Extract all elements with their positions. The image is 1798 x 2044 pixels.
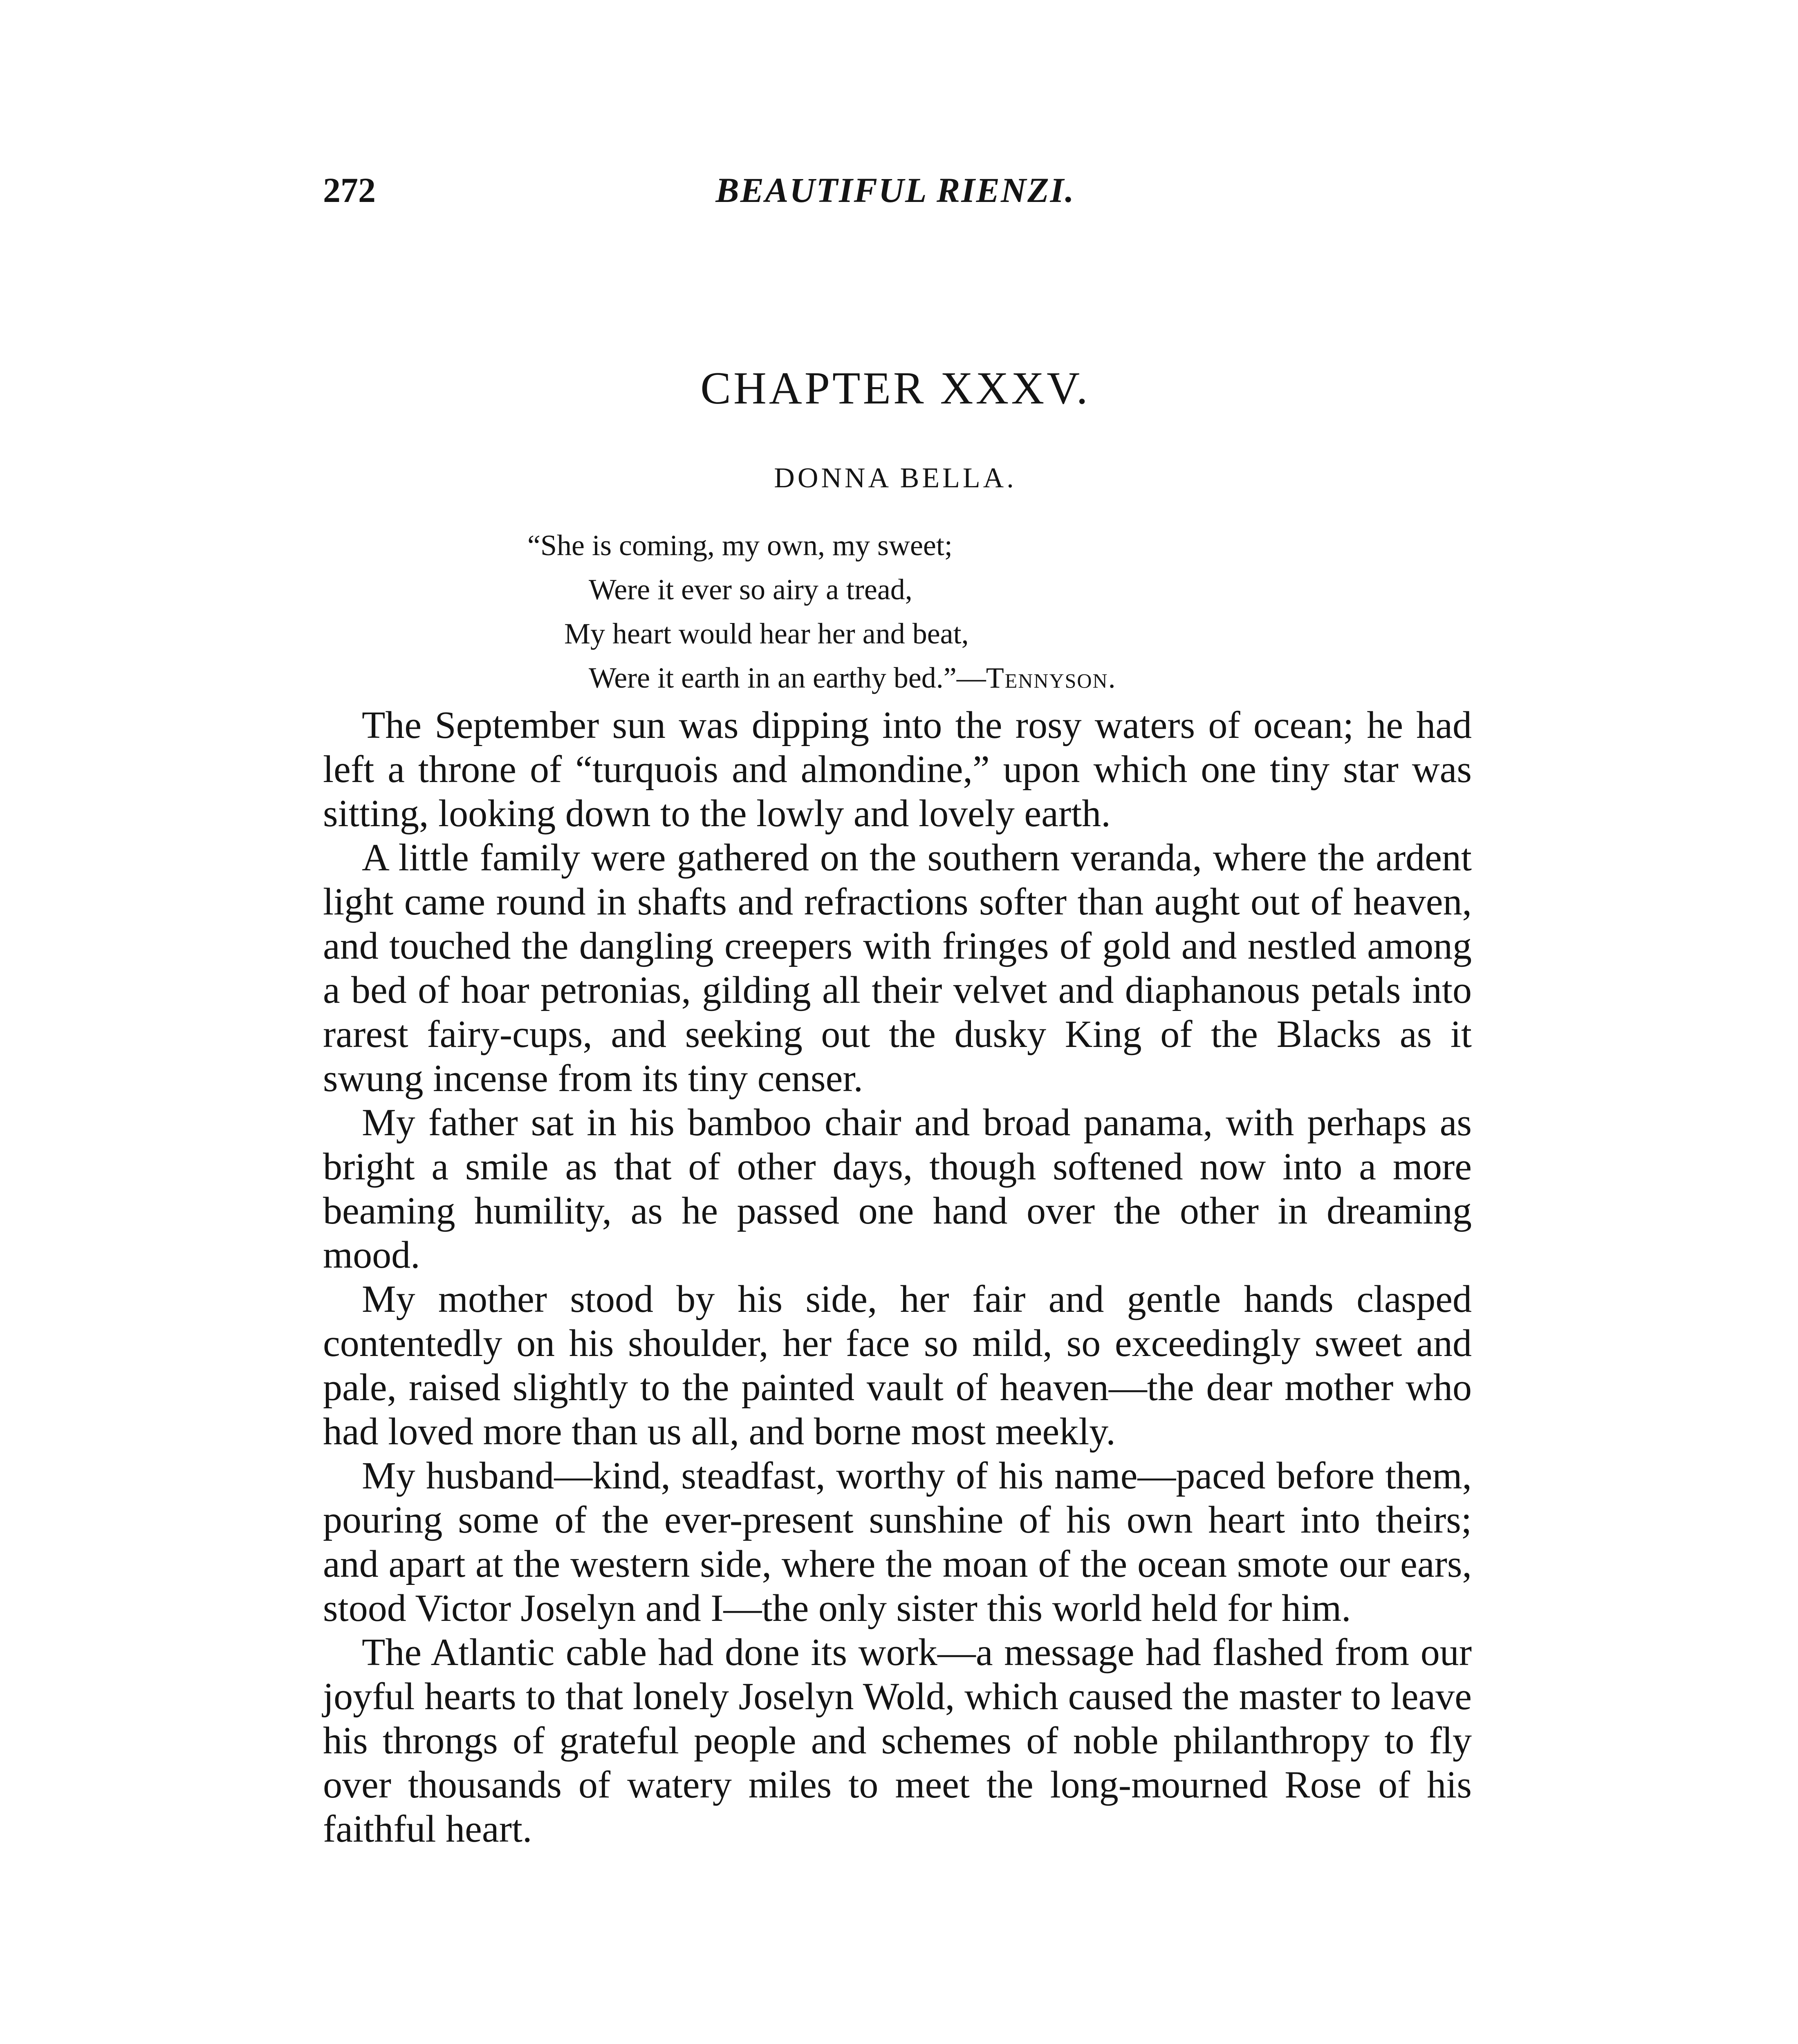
running-head [323, 168, 1468, 213]
page-number: 272 [323, 170, 376, 210]
paragraph: A little family were gathered on the southern veranda, where the ardent light came round in shafts and refractions softer than aught out of heaven, and touched the dangling creepers with fringes of gold and nestled among a bed of hoar petronias, gilding all their velvet and diaphanous petals into rarest fairy-cups, and seeking out the dusky King of the Blacks as it swung incense from its tiny censer. [323, 836, 1472, 1100]
chapter-subtitle: DONNA BELLA. [774, 462, 1017, 494]
epigraph-line: My heart would hear her and beat, [564, 617, 969, 650]
epigraph-line: “She is coming, my own, my sweet; [527, 529, 953, 562]
epigraph-line-text: Were it earth in an earthy bed.”— [589, 661, 986, 694]
paragraph: My mother stood by his side, her fair and gentle hands clasped contentedly on his shoulder, her face so mild, so exceedingly sweet and pale, raised slightly to the painted vault of heaven—the dear mother who had loved more than us all, and borne most meekly. [323, 1278, 1472, 1453]
chapter-body [323, 703, 1472, 1851]
epigraph-line: Were it ever so airy a tread, [589, 573, 912, 606]
running-title: BEAUTIFUL RIENZI. [715, 170, 1075, 210]
epigraph-line-last [527, 656, 1386, 700]
epigraph-attribution: Tennyson. [986, 661, 1116, 694]
paragraph: The Atlantic cable had done its work—a message had flashed from our joyful hearts to that lonely Joselyn Wold, which caused the master to leave his throngs of grateful people and schemes of noble philanthropy to fly over thousands of watery miles to meet the long-mourned Rose of his faithful heart. [323, 1631, 1472, 1850]
paragraph: My husband—kind, steadfast, worthy of his name—paced before them, pouring some of the ever-present sunshine of his own heart into theirs; and apart at the western side, where the moan of the ocean smote our ears, stood Victor Joselyn and I—the only sister this world held for him. [323, 1455, 1472, 1629]
paragraph: The September sun was dipping into the rosy waters of ocean; he had left a throne of “turquois and almondine,” upon which one tiny star was sitting, looking down to the lowly and lovely earth. [323, 704, 1472, 835]
paragraph: My father sat in his bamboo chair and broad panama, with perhaps as bright a smile as that of other days, though softened now into a more beaming humility, as he passed one hand over the other in dreaming mood. [323, 1101, 1472, 1276]
epigraph [527, 523, 1386, 700]
chapter-heading: CHAPTER XXXV. [700, 363, 1090, 414]
